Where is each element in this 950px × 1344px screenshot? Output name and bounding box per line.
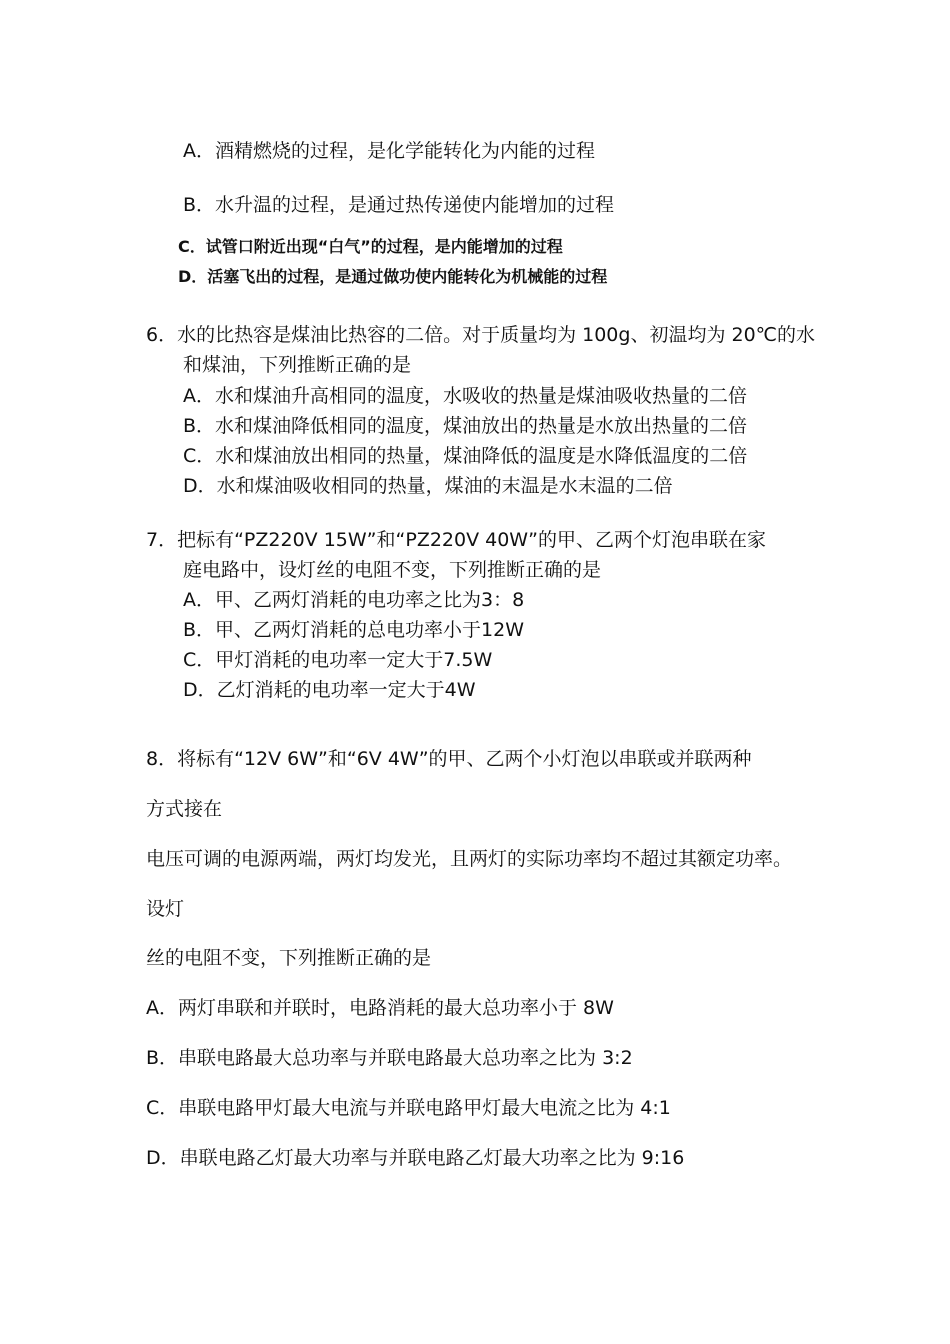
q8-stem-line5: 丝的电阻不变，下列推断正确的是 (146, 947, 432, 969)
q7-option-d: D．乙灯消耗的电功率一定大于4W (183, 679, 476, 701)
q7-stem-line2: 庭电路中，设灯丝的电阻不变，下列推断正确的是 (183, 559, 602, 581)
q6-option-c: C．水和煤油放出相同的热量，煤油降低的温度是水降低温度的二倍 (183, 445, 748, 467)
q5-option-b: B．水升温的过程，是通过热传递使内能增加的过程 (183, 194, 615, 216)
q8-stem-line2: 方式接在 (146, 798, 223, 820)
q8-stem-line3: 电压可调的电源两端，两灯均发光，且两灯的实际功率均不超过其额定功率。 (146, 848, 793, 870)
q7-option-b: B．甲、乙两灯消耗的总电功率小于12W (183, 619, 524, 641)
q6-stem-line2: 和煤油，下列推断正确的是 (183, 354, 412, 376)
q8-option-c: C．串联电路甲灯最大电流与并联电路甲灯最大电流之比为 4:1 (146, 1097, 671, 1119)
q8-stem-line1: 8．将标有“12V 6W”和“6V 4W”的甲、乙两个小灯泡以串联或并联两种 (146, 748, 752, 770)
q6-option-b: B．水和煤油降低相同的温度，煤油放出的热量是水放出热量的二倍 (183, 415, 748, 437)
q8-option-d: D．串联电路乙灯最大功率与并联电路乙灯最大功率之比为 9:16 (146, 1147, 685, 1169)
q8-option-b: B．串联电路最大总功率与并联电路最大总功率之比为 3:2 (146, 1047, 633, 1069)
q6-stem-line1: 6．水的比热容是煤油比热容的二倍。对于质量均为 100g、初温均为 20℃的水 (146, 324, 816, 346)
q5-option-a: A．酒精燃烧的过程，是化学能转化为内能的过程 (183, 140, 595, 162)
q6-option-d: D．水和煤油吸收相同的热量，煤油的末温是水末温的二倍 (183, 475, 673, 497)
q6-option-a: A．水和煤油升高相同的温度，水吸收的热量是煤油吸收热量的二倍 (183, 385, 747, 407)
q8-stem-line4: 设灯 (146, 898, 185, 920)
q7-option-a: A．甲、乙两灯消耗的电功率之比为3：8 (183, 589, 525, 611)
q8-option-a: A．两灯串联和并联时，电路消耗的最大总功率小于 8W (146, 997, 614, 1019)
q7-option-c: C．甲灯消耗的电功率一定大于7.5W (183, 649, 493, 671)
q5-option-d: D．活塞飞出的过程，是通过做功使内能转化为机械能的过程 (178, 267, 608, 286)
q7-stem-line1: 7．把标有“PZ220V 15W”和“PZ220V 40W”的甲、乙两个灯泡串联在家 (146, 529, 766, 551)
q5-option-c: C．试管口附近出现“白气”的过程，是内能增加的过程 (178, 237, 563, 256)
